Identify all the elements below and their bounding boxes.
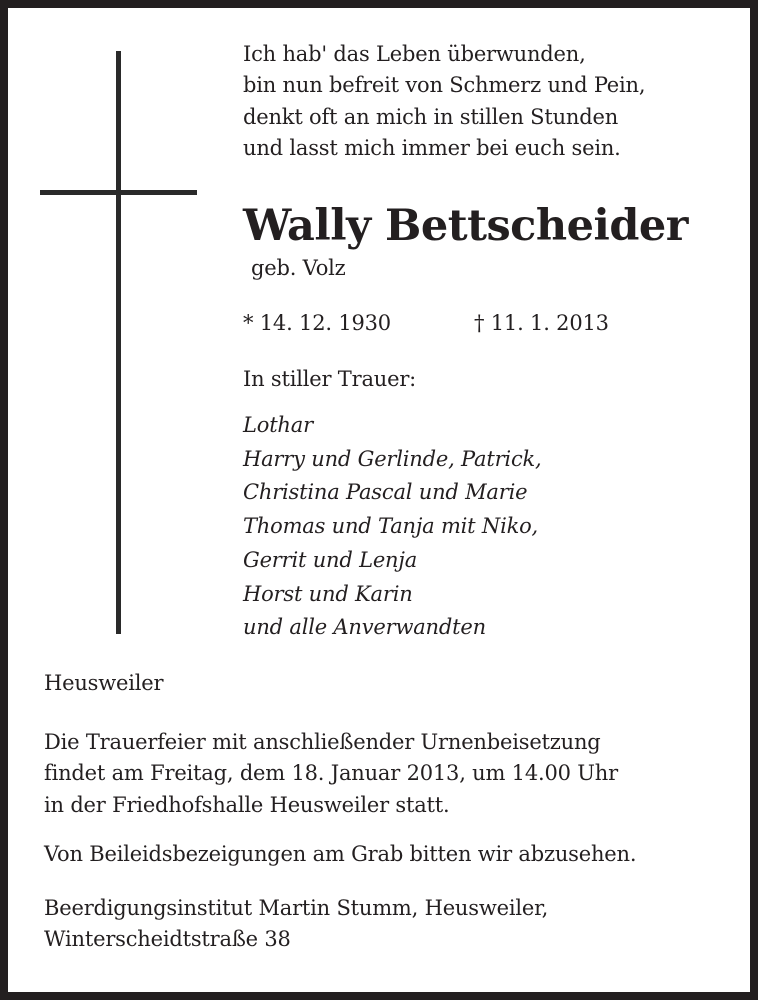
poem-line: Ich hab' das Leben überwunden, xyxy=(243,42,586,66)
mourner: und alle Anverwandten xyxy=(243,615,486,640)
poem-line: denkt oft an mich in stillen Stunden xyxy=(243,104,619,129)
mourning-label: In stiller Trauer: xyxy=(243,367,417,391)
ceremony-line: Die Trauerfeier mit anschließender Urnenbeisetzung xyxy=(44,730,601,754)
birth-date: * 14. 12. 1930 xyxy=(243,311,391,335)
funeral-home-line: Beerdigungsinstitut Martin Stumm, Heusweiler, xyxy=(44,896,549,920)
place: Heusweiler xyxy=(44,671,164,695)
funeral-home xyxy=(44,893,548,956)
cross-icon-horizontal xyxy=(40,190,197,195)
poem-line: und lasst mich immer bei euch sein. xyxy=(243,135,621,160)
ceremony-line: findet am Freitag, dem 18. Januar 2013, um 14.00 Uhr xyxy=(44,761,618,786)
mourner: Horst und Karin xyxy=(243,581,413,606)
mourner: Harry und Gerlinde, Patrick, xyxy=(243,446,542,471)
condolence-note: Von Beileidsbezeigungen am Grab bitten wir abzusehen. xyxy=(44,842,637,866)
mourner: Gerrit und Lenja xyxy=(243,547,418,572)
mourner: Lothar xyxy=(243,413,313,437)
mourners-list xyxy=(243,409,542,645)
funeral-home-line: Winterscheidtstraße 38 xyxy=(44,927,291,952)
mourner: Christina Pascal und Marie xyxy=(243,480,528,505)
poem-line: bin nun befreit von Schmerz und Pein, xyxy=(243,73,646,98)
deceased-name: Wally Bettscheider xyxy=(243,201,688,251)
death-date: † 11. 1. 2013 xyxy=(474,311,609,335)
mourner: Thomas und Tanja mit Niko, xyxy=(243,514,539,539)
cross-icon-vertical xyxy=(116,51,121,634)
ceremony-info xyxy=(44,727,618,821)
poem xyxy=(243,39,645,164)
ceremony-line: in der Friedhofshalle Heusweiler statt. xyxy=(44,792,450,817)
maiden-name: geb. Volz xyxy=(251,256,346,280)
